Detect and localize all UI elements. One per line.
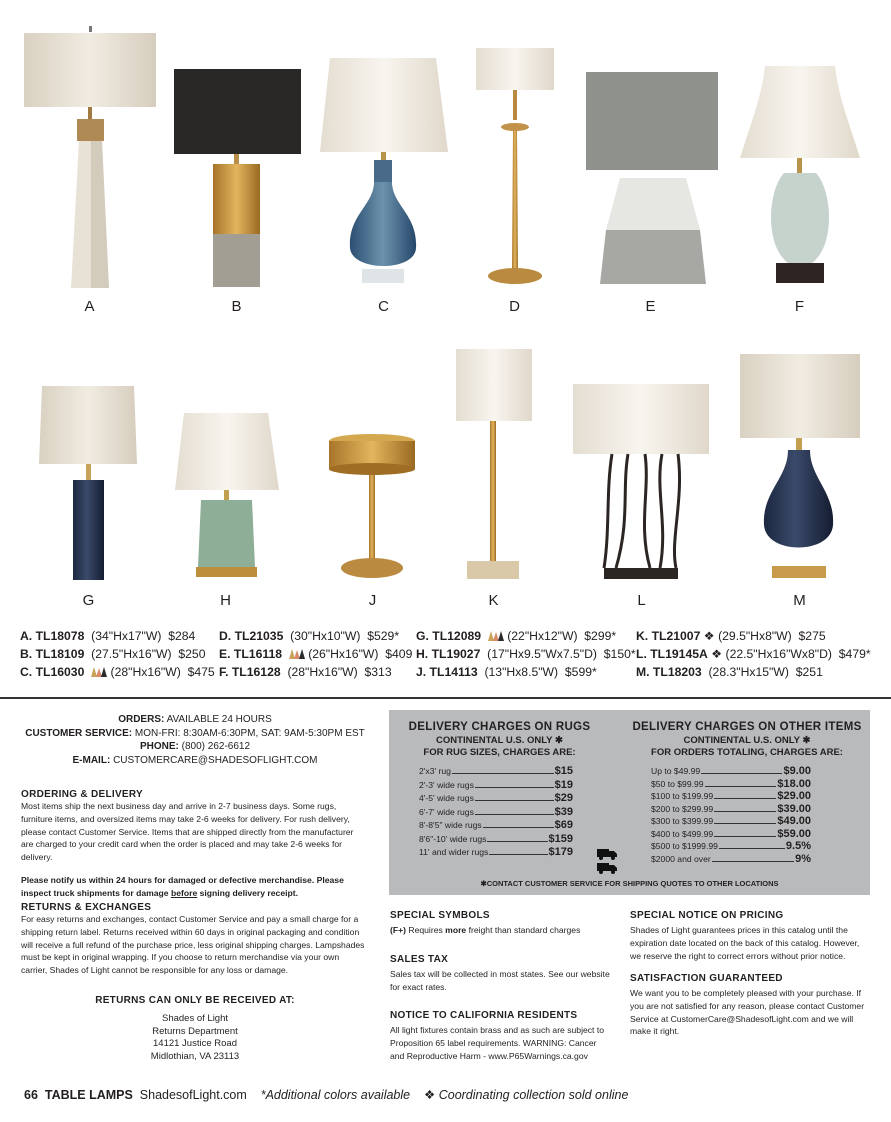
lamp-letter-d: D (509, 298, 521, 315)
product-column-4 (636, 627, 871, 681)
rug-row: 8'-8'5" wide rugs $69 (419, 819, 573, 831)
asterisk-icon: ✱ (480, 879, 487, 888)
lamp-h-image (175, 413, 279, 577)
coordinating-collection-icon: ❖ (703, 629, 715, 643)
coordinating-collection-icon: ❖ (424, 1088, 436, 1102)
product-line: A. TL18078 (34"Hx17"W) $284 (20, 629, 196, 643)
product-line: B. TL18109 (27.5"Hx16"W) $250 (20, 647, 206, 661)
lamp-j-image (329, 434, 415, 578)
email-link[interactable]: CUSTOMERCARE@SHADESOFLIGHT.COM (113, 754, 318, 766)
lamp-e-image (586, 72, 718, 284)
lamp-letter-e: E (645, 298, 657, 315)
lamp-letter-c: C (378, 298, 390, 315)
product-column-2 (219, 627, 412, 681)
returns-address: RETURNS CAN ONLY BE RECEIVED AT: Shades of Light Returns Department 14121 Justice Road Midlothian, VA 23113 (95, 995, 295, 1062)
designer-mark-icon (488, 631, 504, 641)
product-line: D. TL21035 (30"Hx10"W) $529* (219, 629, 400, 643)
rugs-table: DELIVERY CHARGES ON RUGS CONTINENTAL U.S. ONLY ✱ FOR RUG SIZES, CHARGES ARE: 2'x3' rug $15 2'-3' wide rugs $19 4'-5' wide rugs $29 6'-7' wide rugs $39 8'-8'5" wide rugs $69 8'6"-10' wide rugs $159 11' and wider rugs $179 (407, 721, 592, 860)
charge-row: $300 to $399.99 $49.00 (651, 815, 811, 827)
product-line: J. TL14113 (13"Hx8.5"W) $599* (416, 665, 597, 679)
ordering-section (21, 789, 366, 900)
other-items-table: DELIVERY CHARGES ON OTHER ITEMS CONTINENTAL U.S. ONLY ✱ FOR ORDERS TOTALING, CHARGES ARE: Up to $49.99 $9.00 $50 to $99.99 $18.00 $100 to $199.99 $29.00 $200 to $299.99 $39.00 $300 to $399.99 $49.00 $400 to $499.99 $59.00 $500 to $1999.99 9.5% $2000 and over 9% (632, 721, 862, 865)
rug-row: 2'x3' rug $15 (419, 765, 573, 777)
lamp-f-image (740, 66, 860, 283)
lamp-a-image (24, 26, 156, 288)
contact-block: ORDERS: AVAILABLE 24 HOURS CUSTOMER SERVICE: MON-FRI: 8:30AM-6:30PM, SAT: 9AM-5:30PM EST PHONE: (800) 262-6612 E-MAIL: CUSTOMERCARE@SHADESOFLIGHT.COM (25, 714, 365, 766)
truck-icon (597, 848, 617, 860)
rug-row: 2'-3' wide rugs $19 (419, 778, 573, 791)
asterisk-icon: ✱ (554, 735, 563, 746)
lamp-letter-f: F (794, 298, 806, 315)
returns-body: For easy returns and exchanges, contact Customer Service and pay a small charge for a shipping return label. Returns received within 60 days in original packaging and condition will receive a full refund of the purchase price, less original shipping charges. Lampshades must be kept in original wrapping. If you choose to return merchandise via your own carrier, Shades of Light cannot be responsible for any loss or damage. (21, 914, 365, 976)
delivery-charges-box (389, 710, 870, 895)
section-name: TABLE LAMPS (44, 1088, 133, 1102)
page-number: 66 (24, 1088, 38, 1102)
satisfaction-section: SATISFACTION GUARANTEED We want you to be completely pleased with your purchase. If you are not satisfied for any reason, please contact Customer Service at CustomerCare@ShadesofLight.com and we will make it right. (630, 973, 865, 1037)
sales-tax-section: SALES TAX Sales tax will be collected in most states. See our website for exact rates. (390, 954, 610, 992)
box-footer-note: ✱CONTACT CUSTOMER SERVICE FOR SHIPPING QUOTES TO OTHER LOCATIONS (480, 879, 779, 888)
coordinating-note: Coordinating collection sold online (438, 1088, 629, 1102)
product-line: K. TL21007 ❖ (29.5"Hx8"W) $275 (636, 629, 826, 643)
damage-notice: Please notify us within 24 hours for damaged or defective merchandise. Please inspect truck shipments for damage before signing delivery receipt. (21, 874, 344, 898)
rug-row: 6'-7' wide rugs $39 (419, 805, 573, 818)
ordering-body: Most items ship the next business day and arrive in 2-7 business days. Some rugs, furniture items, and oversized items may take 2-6 weeks for delivery. For rush delivery, please contact Customer Service. Items that are shipped directly from the manufacturer are charged to your credit card when the order is placed and may take 2-6 weeks for delivery. (21, 801, 354, 863)
rug-row: 11' and wider rugs $179 (419, 846, 573, 858)
charge-row: $50 to $99.99 $18.00 (651, 777, 811, 790)
lamp-letter-k: K (488, 592, 500, 609)
lamp-letter-a: A (84, 298, 96, 315)
asterisk-icon: ✱ (802, 735, 811, 746)
lamp-d-image (476, 48, 554, 284)
pricing-section: SPECIAL NOTICE ON PRICING Shades of Light guarantees prices in this catalog until the expiration date located on the back of this catalog. However, we reserve the right to correct errors without prior notice. (630, 910, 860, 961)
charge-row: $100 to $199.99 $29.00 (651, 790, 811, 802)
lamp-l-image (573, 384, 709, 579)
rug-row: 8'6"-10' wide rugs $159 (419, 832, 573, 845)
charge-row: $2000 and over 9% (651, 852, 811, 865)
product-line: C. TL16030 (28"Hx16"W) $475 (20, 665, 215, 679)
lamp-letter-m: M (793, 592, 807, 609)
section-divider (0, 697, 891, 699)
product-line: L. TL19145A ❖ (22.5"Hx16"Wx8"D) $479* (636, 647, 871, 661)
special-symbols-section: SPECIAL SYMBOLS (F+) Requires more freight than standard charges (390, 910, 581, 935)
lamp-c-image (320, 58, 448, 283)
returns-section (21, 902, 366, 977)
designer-mark-icon (289, 649, 305, 659)
returns-title: RETURNS & EXCHANGES (21, 902, 152, 913)
charge-row: $500 to $1999.99 9.5% (651, 840, 811, 852)
rug-row: 4'-5' wide rugs $29 (419, 792, 573, 804)
lamp-b-image (174, 69, 301, 287)
colors-note: *Additional colors available (260, 1088, 411, 1102)
product-line: F. TL16128 (28"Hx16"W) $313 (219, 665, 392, 679)
designer-mark-icon (91, 667, 107, 677)
product-column-1 (20, 627, 215, 681)
ordering-title: ORDERING & DELIVERY (21, 789, 144, 800)
page-footer (24, 1087, 628, 1102)
charge-row: Up to $49.99 $9.00 (651, 765, 811, 777)
truck-icon (597, 862, 617, 874)
lamp-letter-b: B (231, 298, 243, 315)
product-line: M. TL18203 (28.3"Hx15"W) $251 (636, 665, 823, 679)
charge-row: $200 to $299.99 $39.00 (651, 802, 811, 815)
lamp-letter-j: J (368, 592, 378, 609)
lamp-m-image (740, 354, 860, 578)
lamp-g-image (39, 386, 137, 580)
product-line: E. TL16118 (26"Hx16"W) $409 (219, 647, 413, 661)
website-link[interactable]: ShadesofLight.com (139, 1088, 247, 1102)
california-section: NOTICE TO CALIFORNIA RESIDENTS All light fixtures contain brass and as such are subject to Proposition 65 label requirements. WARNING: Cancer and Reproductive Harm - www.P65Warnings.ca.gov (390, 1010, 605, 1061)
lamp-letter-g: G (82, 592, 96, 609)
charge-row: $400 to $499.99 $59.00 (651, 827, 811, 840)
lamp-letter-h: H (220, 592, 232, 609)
lamp-k-image (456, 349, 532, 579)
product-column-3 (416, 627, 636, 681)
product-line: H. TL19027 (17"Hx9.5"Wx7.5"D) $150* (416, 647, 636, 661)
coordinating-collection-icon: ❖ (711, 647, 723, 661)
lamp-letter-l: L (637, 592, 647, 609)
product-line: G. TL12089 (22"Hx12"W) $299* (416, 629, 617, 643)
